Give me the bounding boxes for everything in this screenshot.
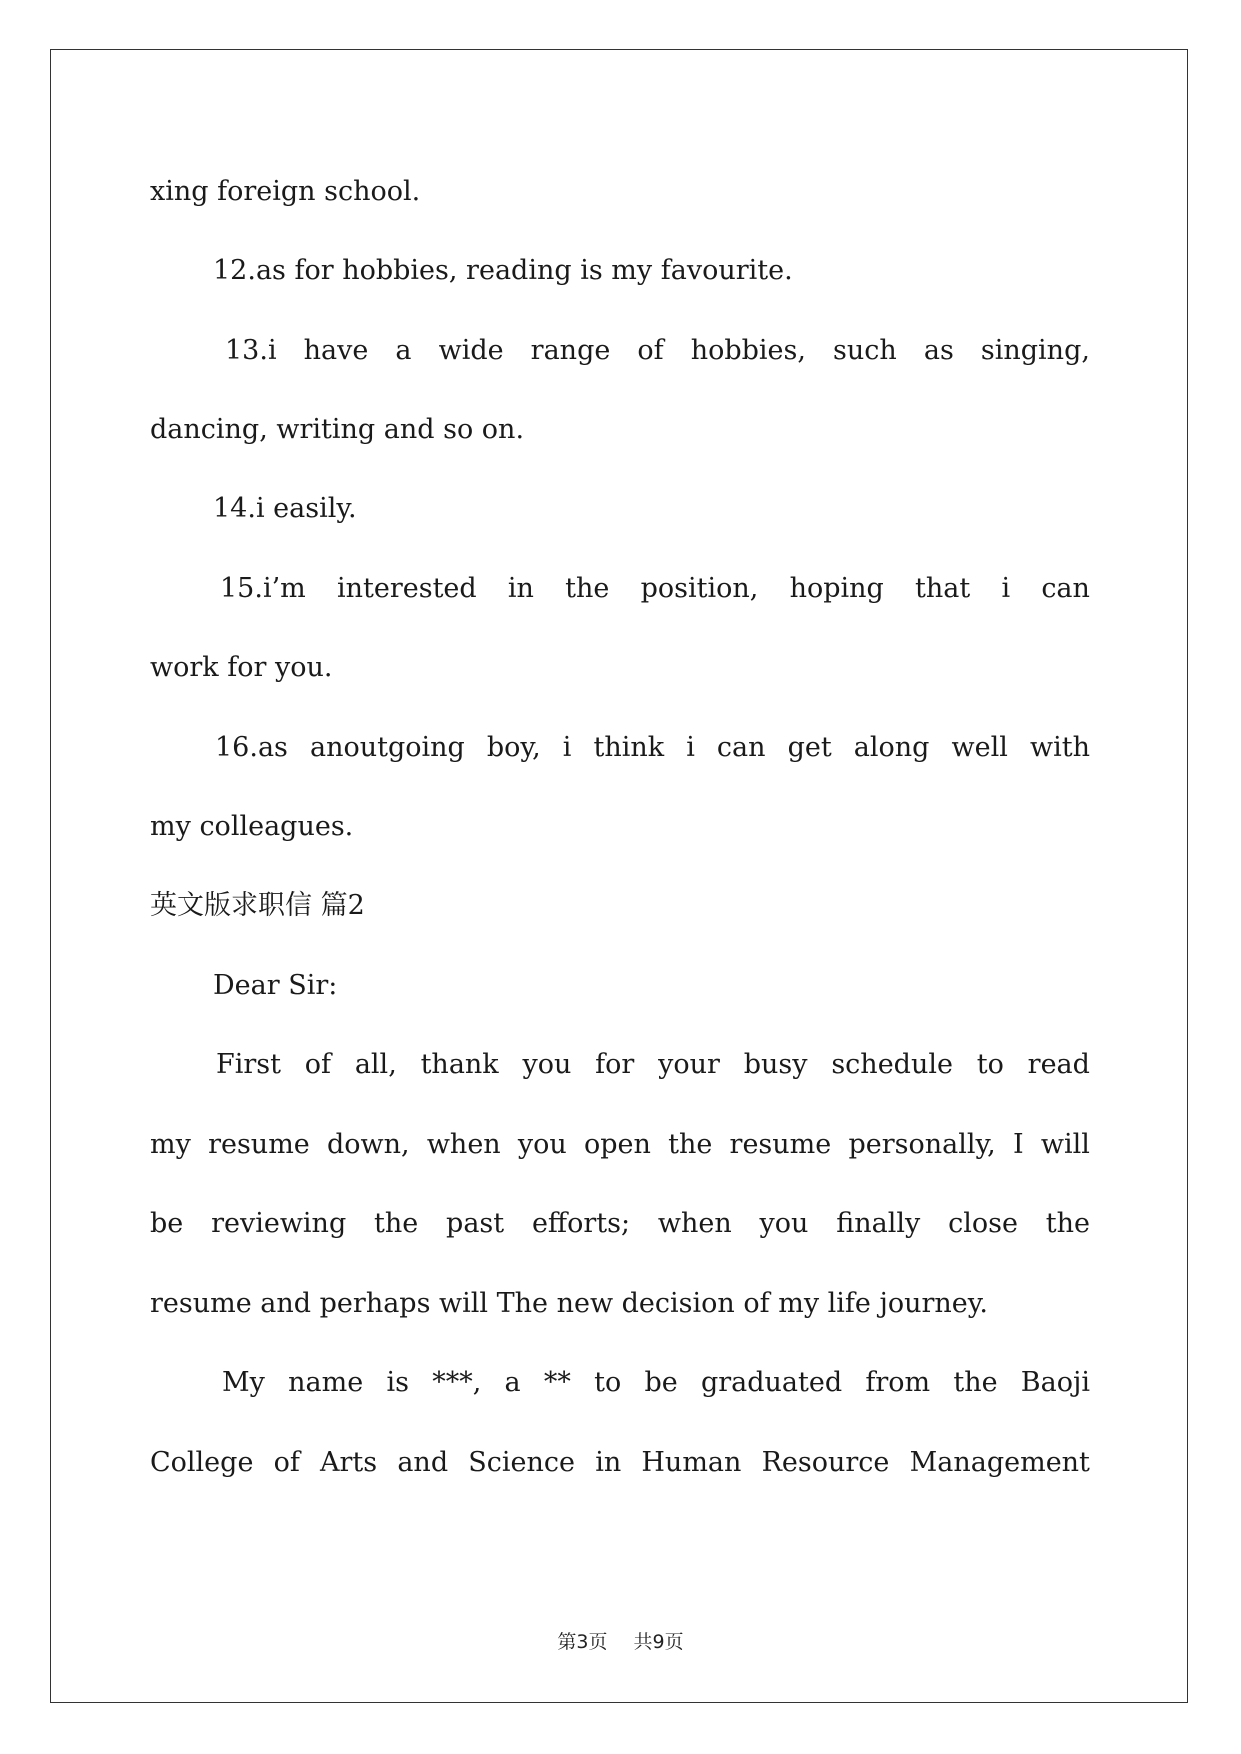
word: 15.i’m — [220, 573, 306, 604]
word: in — [507, 573, 534, 604]
word: thank — [420, 1049, 499, 1080]
page-footer — [0, 1627, 1241, 1654]
word: from — [865, 1367, 931, 1398]
word: you — [522, 1049, 572, 1080]
word: be — [644, 1367, 678, 1398]
text-line-8 — [215, 731, 1090, 765]
word: can — [716, 732, 766, 763]
text-line-17 — [150, 1446, 1090, 1480]
text-line-12 — [216, 1048, 1090, 1082]
word: i — [562, 732, 572, 763]
word: read — [1027, 1049, 1090, 1080]
word: anoutgoing — [309, 732, 465, 763]
word: of — [304, 1049, 332, 1080]
word: as — [923, 335, 954, 366]
word: will — [1040, 1129, 1090, 1160]
word: to — [594, 1367, 622, 1398]
word: graduated — [700, 1367, 843, 1398]
salutation: Dear Sir: — [213, 970, 338, 1001]
word: busy — [743, 1049, 808, 1080]
word: you — [517, 1129, 567, 1160]
word: get — [787, 732, 832, 763]
text-line-3 — [225, 334, 1090, 368]
word: and — [397, 1447, 449, 1478]
word: schedule — [831, 1049, 953, 1080]
section-heading: 英文版求职信 篇2 — [150, 890, 365, 921]
text-line-7: work for you. — [150, 652, 333, 683]
word: your — [658, 1049, 720, 1080]
word: position, — [640, 573, 759, 604]
word: interested — [336, 573, 477, 604]
word: Human — [641, 1447, 742, 1478]
word: range — [530, 335, 611, 366]
word: the — [374, 1208, 419, 1239]
word: singing, — [980, 335, 1090, 366]
word: with — [1030, 732, 1090, 763]
word: hobbies, — [690, 335, 806, 366]
text-line-4: dancing, writing and so on. — [150, 414, 525, 445]
word: is — [386, 1367, 409, 1398]
word: be — [150, 1208, 184, 1239]
word: finally — [836, 1208, 921, 1239]
page-total: 共9页 — [633, 1631, 684, 1653]
word: my — [150, 1129, 191, 1160]
word: down, — [326, 1129, 410, 1160]
word: Arts — [320, 1447, 378, 1478]
word: in — [595, 1447, 622, 1478]
word: personally, — [848, 1129, 996, 1160]
word: open — [584, 1129, 651, 1160]
word: resume — [729, 1129, 832, 1160]
word: a — [504, 1367, 521, 1398]
text-line-14 — [150, 1207, 1090, 1241]
word: the — [953, 1367, 998, 1398]
word: along — [853, 732, 930, 763]
word: think — [593, 732, 665, 763]
word: Management — [909, 1447, 1090, 1478]
word: reviewing — [211, 1208, 347, 1239]
word: boy, — [486, 732, 541, 763]
word: well — [951, 732, 1008, 763]
word: hoping — [789, 573, 884, 604]
word: close — [948, 1208, 1018, 1239]
word: the — [565, 573, 610, 604]
text-line-15: resume and perhaps will The new decision of my life journey. — [150, 1288, 989, 1319]
text-line-13 — [150, 1128, 1090, 1162]
word: resume — [208, 1129, 310, 1160]
word: 16.as — [215, 732, 288, 763]
word: wide — [438, 335, 504, 366]
word: when — [426, 1129, 501, 1160]
word: ***, — [432, 1367, 482, 1398]
word: of — [637, 335, 664, 366]
word: the — [1045, 1208, 1090, 1239]
word: to — [976, 1049, 1004, 1080]
word: of — [273, 1447, 300, 1478]
text-line-1: xing foreign school. — [150, 176, 421, 207]
word: you — [759, 1208, 809, 1239]
word: a — [395, 335, 412, 366]
word: name — [288, 1367, 364, 1398]
page-number: 第3页 — [557, 1631, 608, 1653]
word: 13.i — [225, 335, 277, 366]
word: First — [216, 1049, 281, 1080]
word: efforts; — [531, 1208, 631, 1239]
text-line-6 — [220, 572, 1090, 606]
word: ** — [543, 1367, 571, 1398]
word: College — [150, 1447, 254, 1478]
word: Resource — [761, 1447, 890, 1478]
word: that — [915, 573, 971, 604]
text-line-16 — [222, 1366, 1090, 1400]
word: Science — [468, 1447, 576, 1478]
word: the — [668, 1129, 713, 1160]
word: past — [446, 1208, 505, 1239]
text-line-9: my colleagues. — [150, 811, 354, 842]
word: for — [595, 1049, 635, 1080]
word: I — [1012, 1129, 1024, 1160]
word: when — [657, 1208, 732, 1239]
text-line-5: 14.i easily. — [213, 493, 357, 524]
word: can — [1041, 573, 1090, 604]
word: Baoji — [1020, 1367, 1090, 1398]
word: such — [833, 335, 897, 366]
text-line-2: 12.as for hobbies, reading is my favourite. — [213, 255, 793, 286]
word: have — [303, 335, 369, 366]
word: i — [686, 732, 695, 763]
word: all, — [354, 1049, 397, 1080]
word: i — [1001, 573, 1011, 604]
word: My — [222, 1367, 265, 1398]
